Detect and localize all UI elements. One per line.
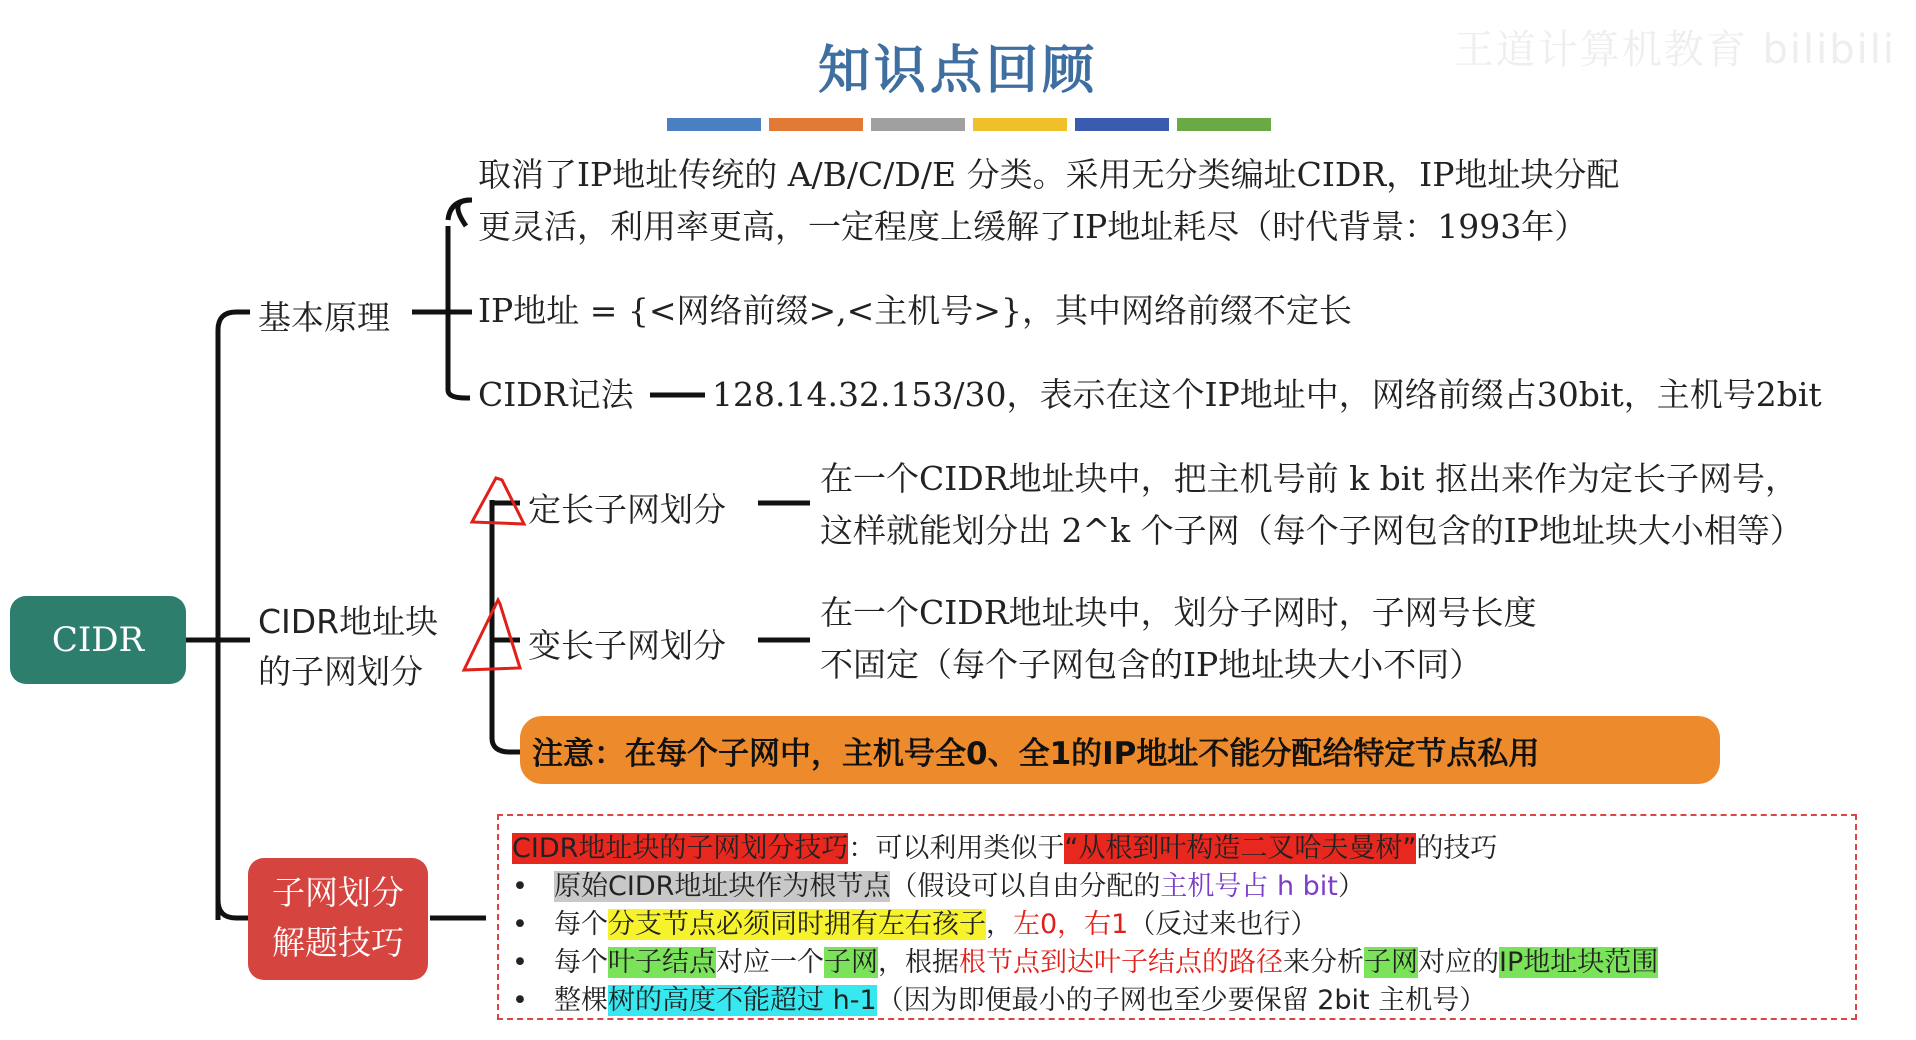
tips-label-1: 子网划分	[272, 873, 404, 912]
tips-node	[248, 858, 428, 980]
bullet-icon: •	[512, 909, 528, 940]
tips-heading-mid: ：可以利用类似于	[848, 833, 1065, 864]
fixed-subnet-label: 定长子网划分	[528, 490, 726, 529]
tip3-highlight-2: 子网	[824, 947, 878, 978]
ip-address-format: IP地址 = {<网络前缀>,<主机号>}，其中网络前缀不定长	[478, 291, 1352, 330]
tips-heading	[512, 826, 1497, 865]
tip-bullet-1	[512, 864, 1365, 903]
tip3-mid2: ，根据	[878, 947, 959, 978]
tip2-red: 左0，右1	[1013, 909, 1129, 940]
tip3-highlight-1: 叶子结点	[608, 947, 716, 978]
watermark: 王道计算机教育 bilibili	[1453, 27, 1896, 73]
basic-desc-line1: 取消了IP地址传统的 A/B/C/D/E 分类。采用无分类编址CIDR，IP地址块分配	[478, 155, 1620, 194]
tip1-end: ）	[1337, 871, 1365, 902]
tip1-mid: （假设可以自由分配的	[890, 871, 1161, 902]
tips-label-2: 解题技巧	[272, 923, 404, 962]
page-title: 知识点回顾	[817, 41, 1098, 101]
accent-bars	[667, 118, 1271, 131]
cidr-notation-label: CIDR记法	[478, 375, 634, 414]
tip2-mid: ，	[986, 909, 1013, 940]
accent-bar	[1075, 118, 1169, 131]
tip1-highlight: 原始CIDR地址块作为根节点	[554, 871, 891, 902]
fixed-subnet-desc-1: 在一个CIDR地址块中，把主机号前 k bit 抠出来作为定长子网号，	[820, 459, 1798, 498]
variable-subnet-label: 变长子网划分	[528, 626, 726, 665]
tip-bullet-2	[512, 902, 1317, 941]
tip4-highlight: 树的高度不能超过 h-1	[608, 985, 877, 1016]
tip3-highlight-4: IP地址块范围	[1499, 947, 1659, 978]
tip2-end: （反过来也行）	[1128, 909, 1318, 940]
branch-basic-principle: 基本原理	[258, 298, 390, 337]
tip-bullet-3	[512, 940, 1658, 979]
basic-desc-line2: 更灵活，利用率更高，一定程度上缓解了IP地址耗尽（时代背景：1993年）	[478, 207, 1588, 246]
tips-heading-highlight-2: “从根到叶构造二叉哈夫曼树”	[1064, 833, 1417, 864]
branch-subnet-label-1: CIDR地址块	[258, 602, 439, 641]
root-node-cidr: CIDR	[10, 596, 186, 684]
variable-subnet-desc-1: 在一个CIDR地址块中，划分子网时，子网号长度	[820, 593, 1537, 632]
tip4-start: 整棵	[554, 985, 608, 1016]
tip3-mid1: 对应一个	[716, 947, 824, 978]
tip4-end: （因为即便最小的子网也至少要保留 2bit 主机号）	[876, 985, 1487, 1016]
bullet-icon: •	[512, 947, 528, 978]
cidr-notation-desc: 128.14.32.153/30，表示在这个IP地址中，网络前缀占30bit，主机号2bit	[712, 375, 1822, 414]
tip2-start: 每个	[554, 909, 608, 940]
tip1-purple: 主机号占 h bit	[1160, 871, 1338, 902]
fixed-subnet-desc-2: 这样就能划分出 2^k 个子网（每个子网包含的IP地址块大小相等）	[820, 511, 1803, 550]
note-banner: 注意：在每个子网中，主机号全0、全1的IP地址不能分配给特定节点私用	[520, 716, 1720, 784]
tips-heading-end: 的技巧	[1416, 833, 1498, 864]
tip2-highlight: 分支节点必须同时拥有左右孩子	[608, 909, 986, 940]
tips-heading-highlight: CIDR地址块的子网划分技巧	[512, 833, 849, 864]
accent-bar	[1177, 118, 1271, 131]
tip3-mid4: 对应的	[1418, 947, 1499, 978]
tip3-highlight-3: 子网	[1364, 947, 1418, 978]
tip3-start: 每个	[554, 947, 608, 978]
tip3-red: 根节点到达叶子结点的路径	[959, 947, 1283, 978]
accent-bar	[769, 118, 863, 131]
branch-subnet-label-2: 的子网划分	[258, 652, 423, 691]
accent-bar	[667, 118, 761, 131]
tip-bullet-4	[512, 978, 1486, 1017]
variable-subnet-desc-2: 不固定（每个子网包含的IP地址块大小不同）	[820, 645, 1483, 684]
bullet-icon: •	[512, 985, 528, 1016]
bullet-icon: •	[512, 871, 528, 902]
accent-bar	[973, 118, 1067, 131]
accent-bar	[871, 118, 965, 131]
tip3-mid3: 来分析	[1283, 947, 1364, 978]
